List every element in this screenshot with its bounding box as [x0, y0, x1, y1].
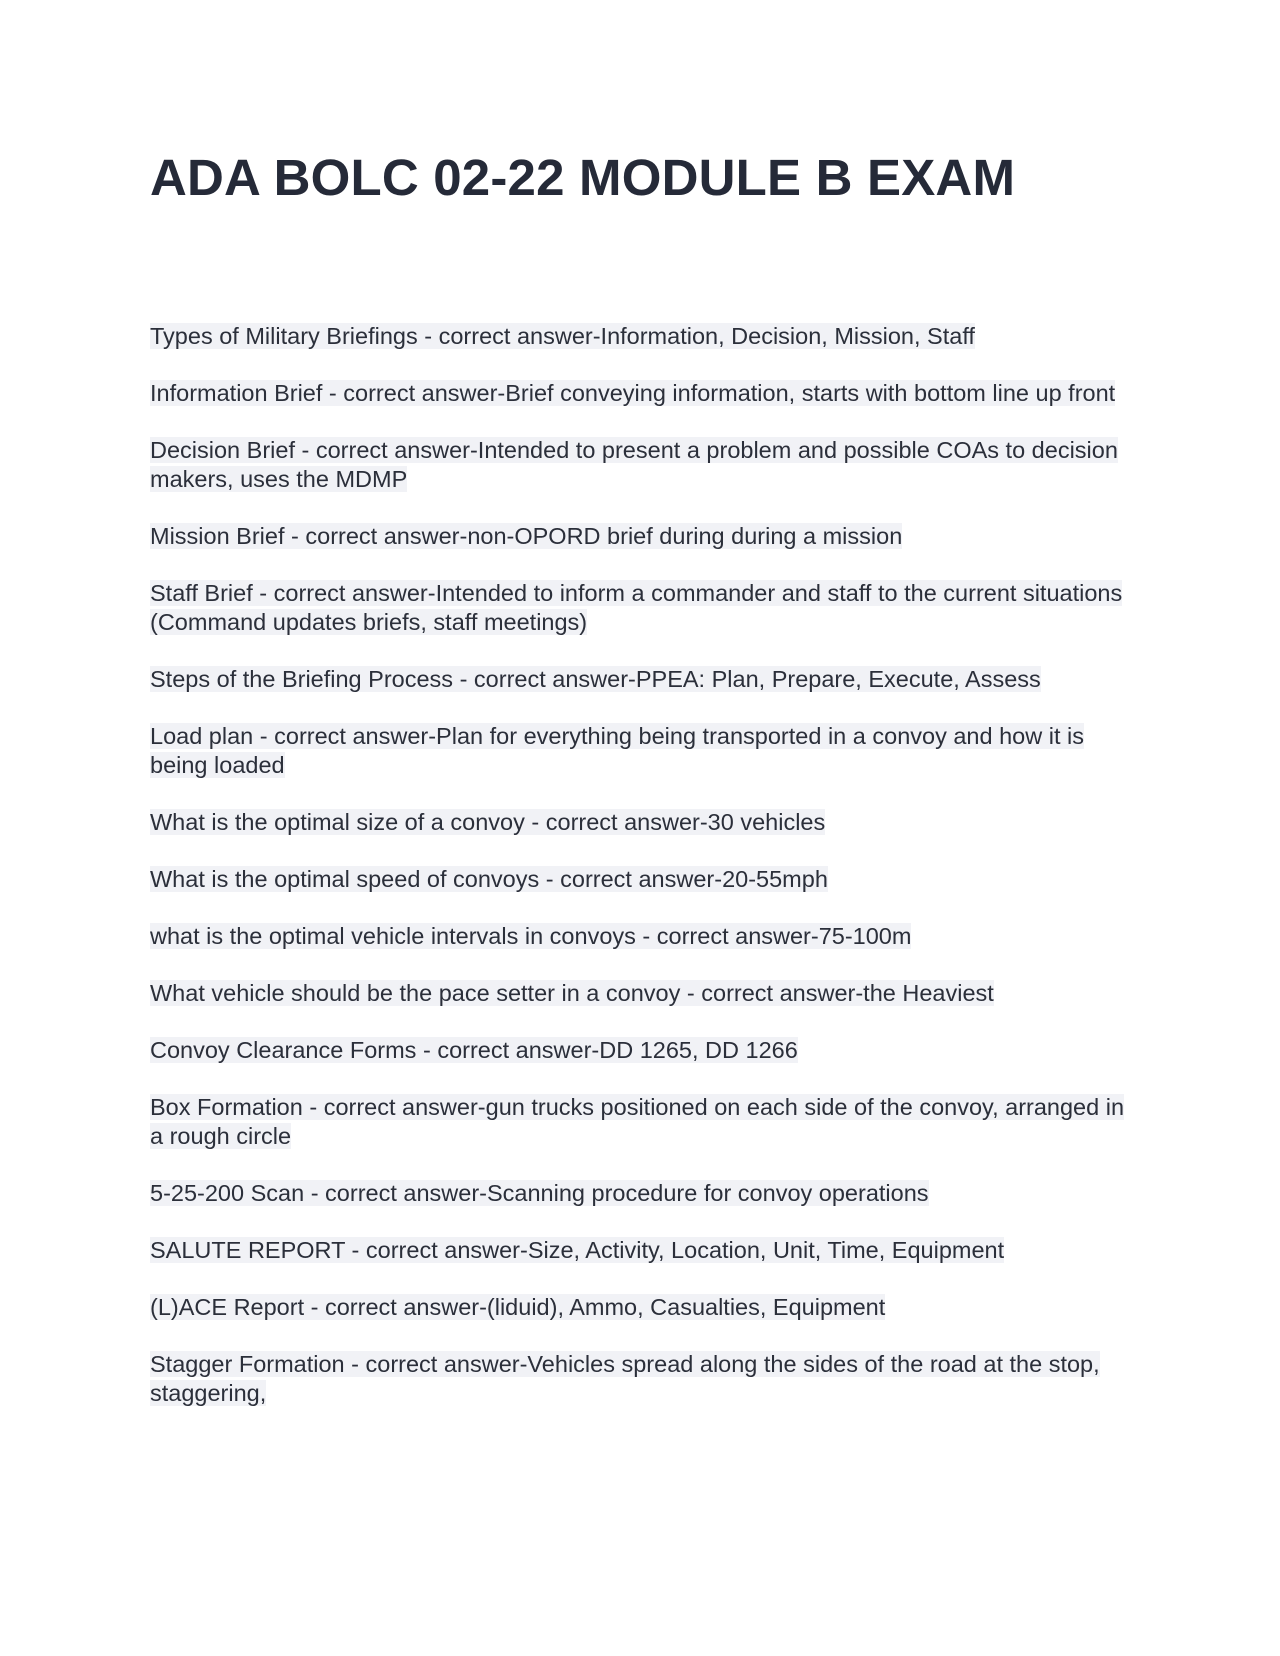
qa-item — [150, 522, 1130, 551]
qa-text: Stagger Formation - correct answer-Vehicles spread along the sides of the road at the stop, staggering, — [150, 1351, 1100, 1406]
qa-text: what is the optimal vehicle intervals in convoys - correct answer-75-100m — [150, 923, 912, 949]
qa-text: Load plan - correct answer-Plan for everything being transported in a convoy and how it is being loaded — [150, 723, 1084, 778]
qa-text: Staff Brief - correct answer-Intended to inform a commander and staff to the current situations (Command updates briefs, staff meetings) — [150, 580, 1123, 635]
qa-text: Information Brief - correct answer-Brief conveying information, starts with bottom line up front — [150, 380, 1116, 406]
document-title: ADA BOLC 02-22 MODULE B EXAM — [150, 149, 1016, 206]
qa-item — [150, 722, 1130, 780]
qa-item — [150, 922, 1130, 951]
qa-item — [150, 865, 1130, 894]
qa-item — [150, 579, 1130, 637]
qa-text: (L)ACE Report - correct answer-(liduid), Ammo, Casualties, Equipment — [150, 1294, 886, 1320]
qa-item — [150, 979, 1130, 1008]
qa-text: Decision Brief - correct answer-Intended to present a problem and possible COAs to decision makers, uses the MDMP — [150, 437, 1118, 492]
qa-item — [150, 1350, 1130, 1408]
qa-item — [150, 808, 1130, 837]
qa-text: Mission Brief - correct answer-non-OPORD brief during during a mission — [150, 523, 903, 549]
qa-item — [150, 379, 1130, 408]
qa-text: SALUTE REPORT - correct answer-Size, Activity, Location, Unit, Time, Equipment — [150, 1237, 1005, 1263]
qa-text: Steps of the Briefing Process - correct answer-PPEA: Plan, Prepare, Execute, Assess — [150, 666, 1041, 692]
qa-item — [150, 665, 1130, 694]
qa-text: What is the optimal size of a convoy - correct answer-30 vehicles — [150, 809, 826, 835]
qa-item — [150, 1093, 1130, 1151]
qa-item — [150, 1236, 1130, 1265]
qa-item — [150, 1179, 1130, 1208]
qa-text: 5-25-200 Scan - correct answer-Scanning procedure for convoy operations — [150, 1180, 929, 1206]
qa-text: Convoy Clearance Forms - correct answer-DD 1265, DD 1266 — [150, 1037, 798, 1063]
qa-text: Box Formation - correct answer-gun trucks positioned on each side of the convoy, arranged in a rough circle — [150, 1094, 1125, 1149]
qa-item — [150, 436, 1130, 494]
qa-text: What vehicle should be the pace setter in a convoy - correct answer-the Heaviest — [150, 980, 994, 1006]
qa-item — [150, 322, 1130, 351]
qa-text: What is the optimal speed of convoys - correct answer-20-55mph — [150, 866, 828, 892]
qa-list — [150, 322, 1130, 1436]
qa-text: Types of Military Briefings - correct answer-Information, Decision, Mission, Staff — [150, 323, 975, 349]
qa-item — [150, 1293, 1130, 1322]
qa-item — [150, 1036, 1130, 1065]
